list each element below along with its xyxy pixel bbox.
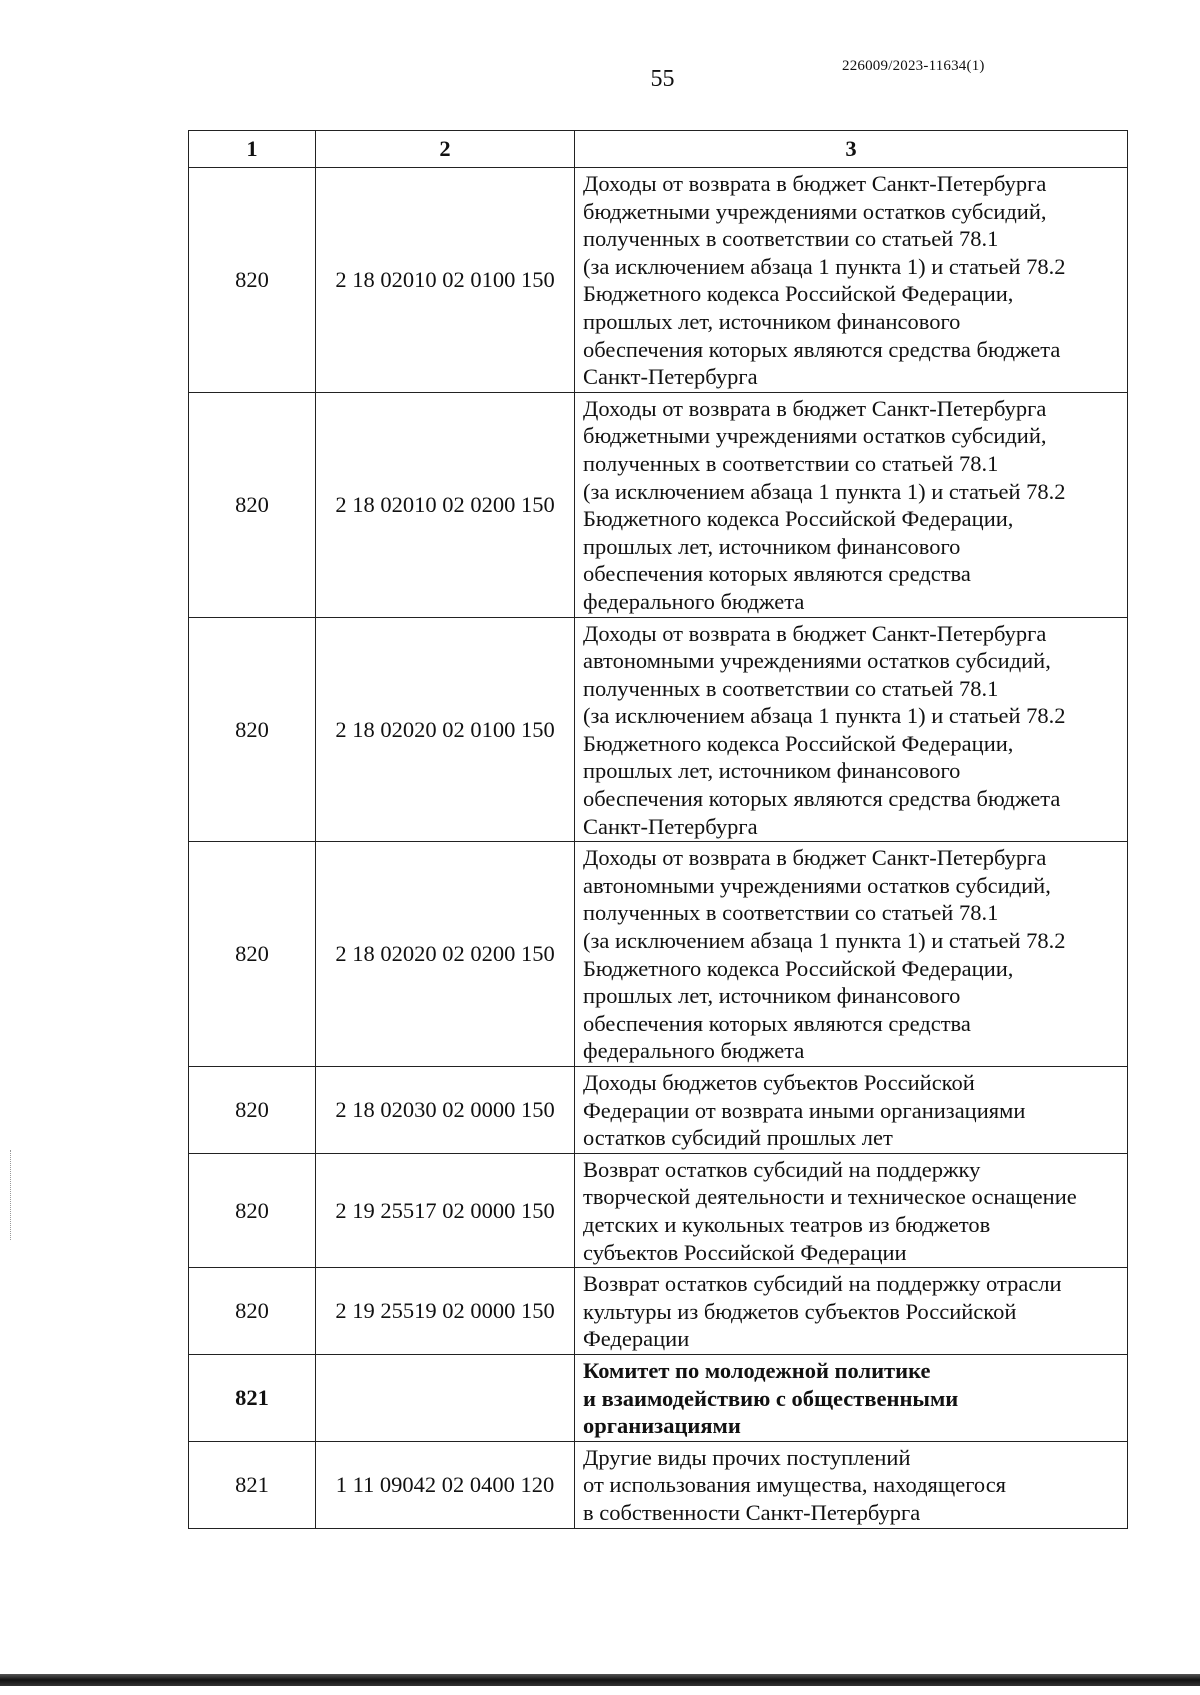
description-line: детских и кукольных театров из бюджетов xyxy=(583,1211,991,1237)
revenue-code-cell: 2 18 02030 02 0000 150 xyxy=(316,1067,575,1154)
description-line: Доходы от возврата в бюджет Санкт-Петербурга xyxy=(583,171,1047,196)
revenue-codes-table-container xyxy=(188,130,1128,1529)
description-line: в собственности Санкт-Петербурга xyxy=(583,1499,921,1525)
revenue-code-cell: 2 18 02020 02 0200 150 xyxy=(316,842,575,1067)
description-line: (за исключением абзаца 1 пункта 1) и статьей 78.2 xyxy=(583,253,1066,279)
description-line: Возврат остатков субсидий на поддержку xyxy=(583,1156,981,1182)
description-line: автономными учреждениями остатков субсидий, xyxy=(583,872,1051,898)
revenue-code-cell xyxy=(316,1354,575,1441)
table-header-row xyxy=(189,131,1128,168)
table-row xyxy=(189,1441,1128,1528)
document-reference: 226009/2023-11634(1) xyxy=(842,58,985,74)
description-line: Бюджетного кодекса Российской Федерации, xyxy=(583,955,1014,981)
description-line: (за исключением абзаца 1 пункта 1) и статьей 78.2 xyxy=(583,703,1066,729)
description-line: прошлых лет, источником финансового xyxy=(583,983,961,1009)
description-line: Доходы от возврата в бюджет Санкт-Петербурга xyxy=(583,845,1047,871)
description-cell xyxy=(575,168,1128,393)
revenue-code-cell: 1 11 09042 02 0400 120 xyxy=(316,1441,575,1528)
admin-code-cell: 820 xyxy=(189,842,316,1067)
revenue-code-cell: 2 19 25517 02 0000 150 xyxy=(316,1153,575,1267)
table-row xyxy=(189,1354,1128,1441)
description-line: от использования имущества, находящегося xyxy=(583,1472,1007,1498)
description-cell xyxy=(575,1067,1128,1154)
description-line: Санкт-Петербурга xyxy=(583,364,758,390)
description-line: бюджетными учреждениями остатков субсидий, xyxy=(583,423,1047,449)
description-line: Комитет по молодежной политике xyxy=(583,1357,931,1383)
description-line: организациями xyxy=(583,1413,741,1439)
table-row xyxy=(189,842,1128,1067)
description-line: Бюджетного кодекса Российской Федерации, xyxy=(583,730,1014,756)
description-line: Доходы бюджетов субъектов Российской xyxy=(583,1070,975,1095)
admin-code-cell: 821 xyxy=(189,1441,316,1528)
table-body xyxy=(189,168,1128,1529)
description-line: полученных в соответствии со статьей 78.1 xyxy=(583,226,999,252)
description-line: федерального бюджета xyxy=(583,1038,805,1064)
description-line: прошлых лет, источником финансового xyxy=(583,533,961,559)
admin-code-cell: 820 xyxy=(189,1067,316,1154)
table-row xyxy=(189,168,1128,393)
description-cell xyxy=(575,1354,1128,1441)
table-row xyxy=(189,1067,1128,1154)
description-cell xyxy=(575,842,1128,1067)
description-line: Федерации от возврата иными организациями xyxy=(583,1097,1026,1123)
table-row xyxy=(189,1268,1128,1355)
admin-code-cell: 820 xyxy=(189,1268,316,1355)
revenue-code-cell: 2 18 02010 02 0100 150 xyxy=(316,168,575,393)
description-line: (за исключением абзаца 1 пункта 1) и статьей 78.2 xyxy=(583,478,1066,504)
scan-bottom-edge xyxy=(0,1674,1200,1686)
revenue-code-cell: 2 18 02020 02 0100 150 xyxy=(316,617,575,842)
description-line: Другие виды прочих поступлений xyxy=(583,1444,911,1470)
admin-code-cell: 821 xyxy=(189,1354,316,1441)
description-line: обеспечения которых являются средства xyxy=(583,561,971,587)
description-line: Бюджетного кодекса Российской Федерации, xyxy=(583,281,1014,307)
description-line: прошлых лет, источником финансового xyxy=(583,758,961,784)
column-header-3: 3 xyxy=(575,131,1128,168)
description-line: Санкт-Петербурга xyxy=(583,813,758,839)
description-line: Бюджетного кодекса Российской Федерации, xyxy=(583,506,1014,532)
description-line: обеспечения которых являются средства xyxy=(583,1010,971,1036)
table-row xyxy=(189,1153,1128,1267)
description-line: Федерации xyxy=(583,1326,690,1352)
description-cell xyxy=(575,1268,1128,1355)
admin-code-cell: 820 xyxy=(189,392,316,617)
description-line: Доходы от возврата в бюджет Санкт-Петербурга xyxy=(583,395,1047,421)
revenue-code-cell: 2 18 02010 02 0200 150 xyxy=(316,392,575,617)
description-cell xyxy=(575,392,1128,617)
description-cell xyxy=(575,1441,1128,1528)
description-line: полученных в соответствии со статьей 78.1 xyxy=(583,675,999,701)
description-line: Доходы от возврата в бюджет Санкт-Петербурга xyxy=(583,620,1047,646)
description-line: (за исключением абзаца 1 пункта 1) и статьей 78.2 xyxy=(583,928,1066,954)
description-line: и взаимодействию с общественными xyxy=(583,1385,959,1411)
admin-code-cell: 820 xyxy=(189,617,316,842)
description-line: автономными учреждениями остатков субсидий, xyxy=(583,648,1051,674)
table-row xyxy=(189,392,1128,617)
description-line: Возврат остатков субсидий на поддержку отрасли xyxy=(583,1271,1062,1297)
description-line: федерального бюджета xyxy=(583,588,805,614)
description-line: бюджетными учреждениями остатков субсидий, xyxy=(583,198,1047,224)
description-line: полученных в соответствии со статьей 78.1 xyxy=(583,900,999,926)
description-line: остатков субсидий прошлых лет xyxy=(583,1125,893,1151)
admin-code-cell: 820 xyxy=(189,168,316,393)
column-header-1: 1 xyxy=(189,131,316,168)
column-header-2: 2 xyxy=(316,131,575,168)
page-number: 55 xyxy=(650,66,675,92)
table-row xyxy=(189,617,1128,842)
revenue-code-cell: 2 19 25519 02 0000 150 xyxy=(316,1268,575,1355)
description-line: обеспечения которых являются средства бюджета xyxy=(583,336,1061,362)
description-cell xyxy=(575,1153,1128,1267)
description-line: обеспечения которых являются средства бюджета xyxy=(583,786,1061,812)
description-line: культуры из бюджетов субъектов Российской xyxy=(583,1298,1017,1324)
revenue-codes-table xyxy=(188,130,1128,1529)
description-line: прошлых лет, источником финансового xyxy=(583,308,961,334)
description-line: субъектов Российской Федерации xyxy=(583,1239,907,1265)
admin-code-cell: 820 xyxy=(189,1153,316,1267)
description-line: полученных в соответствии со статьей 78.1 xyxy=(583,450,999,476)
description-line: творческой деятельности и техническое оснащение xyxy=(583,1184,1077,1210)
description-cell xyxy=(575,617,1128,842)
scan-artifact xyxy=(10,1150,13,1240)
